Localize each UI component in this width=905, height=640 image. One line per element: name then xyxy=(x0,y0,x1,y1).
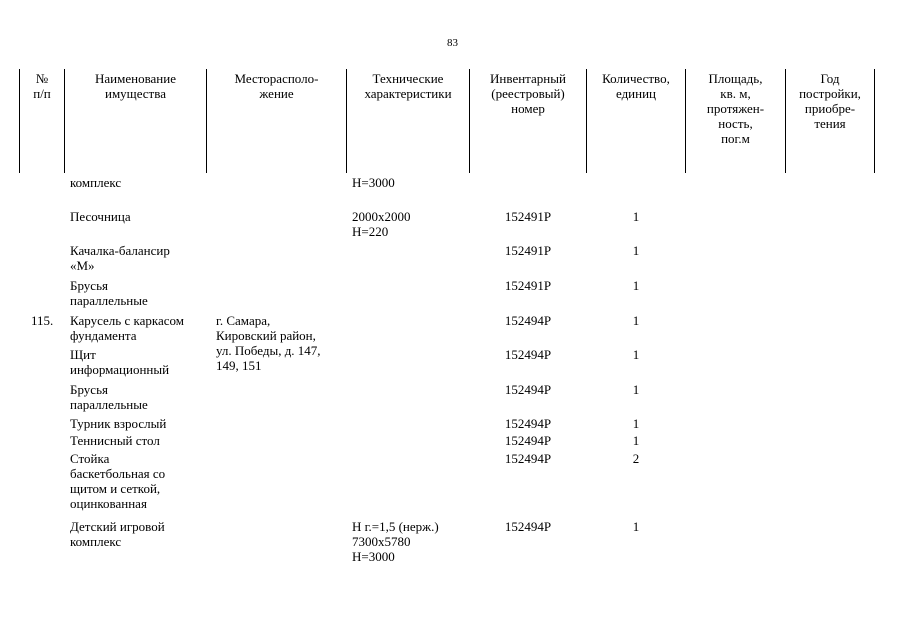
row-9-inventory: 152494Р xyxy=(504,451,552,466)
row-6-name: Брусья параллельные xyxy=(70,382,148,412)
row-2-inventory: 152491Р xyxy=(504,243,552,258)
row-9-quantity: 2 xyxy=(632,451,640,466)
row-9-name: Стойка баскетбольная со щитом и сеткой, оцинкованная xyxy=(70,451,166,511)
row-7-quantity: 1 xyxy=(632,416,640,431)
row-10-tech: H г.=1,5 (нерж.) 7300x5780 H=3000 xyxy=(352,519,439,564)
row-3-quantity: 1 xyxy=(632,278,640,293)
header-col-area: Площадь, кв. м, протяжен- ность, пог.м xyxy=(685,69,785,173)
row-1-tech: 2000x2000 H=220 xyxy=(352,209,411,239)
row-1-inventory: 152491Р xyxy=(504,209,552,224)
header-col-quantity: Количество, единиц xyxy=(586,69,685,173)
row-7-name: Турник взрослый xyxy=(70,416,167,431)
header-col-tech: Технические характеристики xyxy=(346,69,469,173)
header-col-inventory: Инвентарный (реестровый) номер xyxy=(469,69,586,173)
row-10-inventory: 152494Р xyxy=(504,519,552,534)
row-1-quantity: 1 xyxy=(632,209,640,224)
row-5-inventory: 152494Р xyxy=(504,347,552,362)
row-8-quantity: 1 xyxy=(632,433,640,448)
row-6-inventory: 152494Р xyxy=(504,382,552,397)
row-3-name: Брусья параллельные xyxy=(70,278,148,308)
row-4-name: Карусель с каркасом фундамента xyxy=(70,313,185,343)
row-10-name: Детский игровой комплекс xyxy=(70,519,165,549)
row-6-quantity: 1 xyxy=(632,382,640,397)
row-4-inventory: 152494Р xyxy=(504,313,552,328)
row-7-inventory: 152494Р xyxy=(504,416,552,431)
header-col-name: Наименование имущества xyxy=(64,69,206,173)
row-2-name: Качалка-балансир «М» xyxy=(70,243,170,273)
header-col-year: Год постройки, приобре- тения xyxy=(785,69,875,173)
row-2-quantity: 1 xyxy=(632,243,640,258)
header-col-location: Месторасполо- жение xyxy=(206,69,346,173)
page-number: 83 xyxy=(447,37,458,49)
row-3-inventory: 152491Р xyxy=(504,278,552,293)
row-8-name: Теннисный стол xyxy=(70,433,160,448)
row-5-quantity: 1 xyxy=(632,347,640,362)
row-0-name: комплекс xyxy=(70,175,122,190)
row-8-inventory: 152494Р xyxy=(504,433,552,448)
row-4-location: г. Самара, Кировский район, ул. Победы, д. 147, 149, 151 xyxy=(216,313,321,373)
row-0-tech: H=3000 xyxy=(352,175,395,190)
row-1-name: Песочница xyxy=(70,209,131,224)
row-10-quantity: 1 xyxy=(632,519,640,534)
header-col-number: № п/п xyxy=(19,69,64,173)
row-5-name: Щит информационный xyxy=(70,347,170,377)
row-4-quantity: 1 xyxy=(632,313,640,328)
row-4-number: 115. xyxy=(31,313,54,328)
